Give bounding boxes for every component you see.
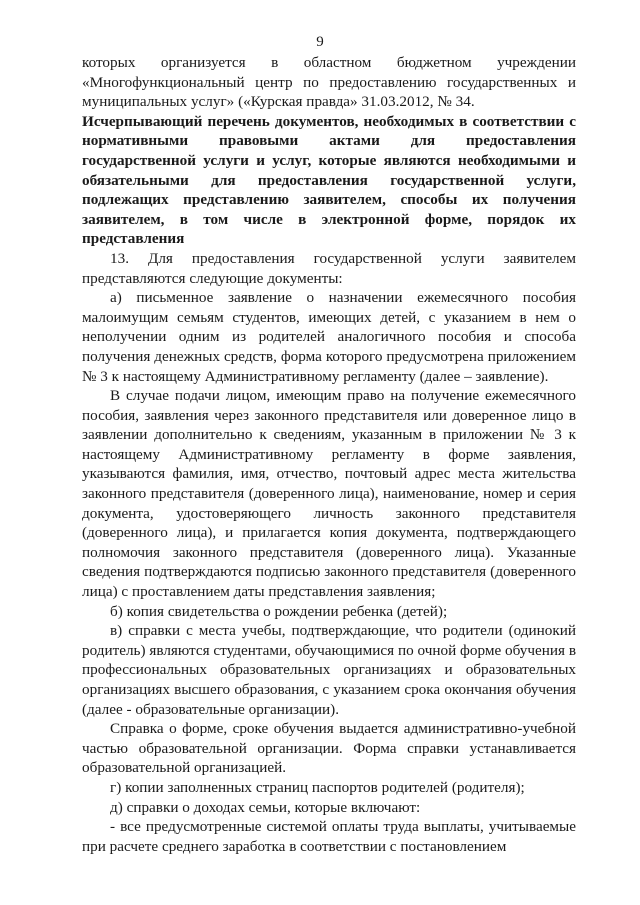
- paragraph-representative: В случае подачи лицом, имеющим право на получение ежемесячного пособия, заявления через законного представителя или доверенное лицо в заявлении дополнительно к сведениям, указанным в приложении № 3 к настоящему Административному регламенту в форме заявления, указываются фамилия, имя, отчество, почтовый адрес места жительства законного представителя (доверенного лица), наименование, номер и серия документа, удостоверяющего личность законного представителя (доверенного лица), и прилагается копия документа, подтверждающего полномочия законного представителя (доверенного лица). Указанные сведения подтверждаются подписью законного представителя (доверенного лица) с проставлением даты представления заявления;: [82, 387, 576, 601]
- paragraph-v: в) справки с места учебы, подтверждающие, что родители (одинокий родитель) являются студентами, обучающимися по очной форме обучения в профессиональных образовательных организациях и образовательных организациях высшего образования, с указанием срока окончания обучения (далее - образовательные организации).: [82, 622, 576, 718]
- document-body: [82, 53, 576, 856]
- paragraph-b: б) копия свидетельства о рождении ребенка (детей);: [110, 602, 448, 620]
- paragraph-a: а) письменное заявление о назначении ежемесячного пособия малоимущим семьям студентов, имеющих детей, с указанием в нем о неполучении одним из родителей аналогичного пособия и способа получения денежных средств, форма которого предусмотрена приложением № 3 к настоящему Административному регламенту (далее – заявление).: [82, 289, 576, 385]
- intro-paragraph: которых организуется в областном бюджетном учреждении «Многофункциональный центр по предоставлению государственных и муниципальных услуг» («Курская правда» 31.03.2012, № 34.: [82, 54, 576, 111]
- section-heading: Исчерпывающий перечень документов, необходимых в соответствии с нормативными правовыми актами для предоставления государственной услуги и услуг, которые являются необходимыми и обязательными для предоставления государственной услуги, подлежащих представлению заявителем, способы их получения заявителем, в том числе в электронной форме, порядок их представления: [82, 112, 576, 248]
- paragraph-13: 13. Для предоставления государственной услуги заявителем представляются следующие документы:: [82, 249, 576, 287]
- page-number: 9: [316, 34, 324, 50]
- paragraph-certificate: Справка о форме, сроке обучения выдается административно-учебной частью образовательной организации. Форма справки устанавливается образовательной организацией.: [82, 720, 576, 777]
- paragraph-g: г) копии заполненных страниц паспортов родителей (родителя);: [110, 778, 525, 796]
- paragraph-d: д) справки о доходах семьи, которые включают:: [110, 798, 421, 816]
- paragraph-payments: - все предусмотренные системой оплаты труда выплаты, учитываемые при расчете среднего заработка в соответствии с постановлением: [82, 818, 576, 855]
